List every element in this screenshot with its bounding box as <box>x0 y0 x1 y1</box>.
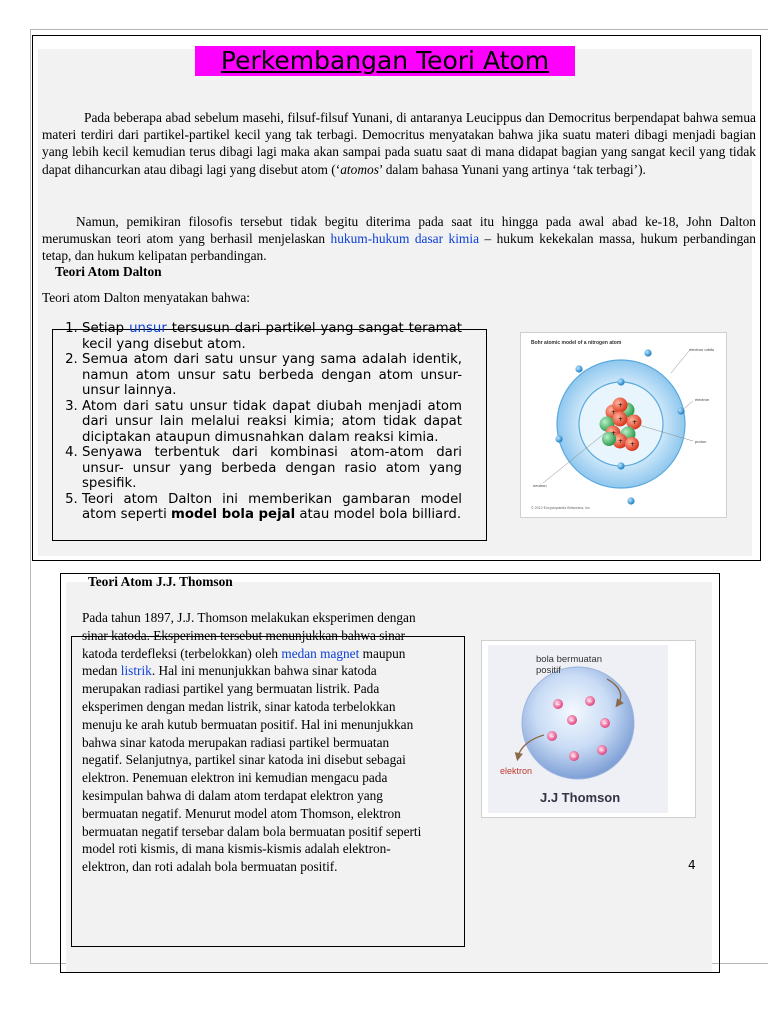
label-proton: proton <box>695 439 707 444</box>
bohr-atom-figure <box>520 332 727 518</box>
thomson-model-figure <box>481 640 696 818</box>
page-top-line <box>30 29 768 30</box>
dalton-postulates-list <box>42 321 462 523</box>
svg-text:+: + <box>630 441 636 448</box>
link-unsur[interactable]: unsur <box>129 321 167 336</box>
page-number: 4 <box>688 858 696 872</box>
svg-text:–: – <box>550 732 554 741</box>
dalton-lead: Teori atom Dalton menyatakan bahwa: <box>42 290 251 305</box>
thomson-figure-caption: J.J Thomson <box>540 790 621 805</box>
svg-text:–: – <box>570 716 574 725</box>
label-electron-orbits: electron orbits <box>689 347 715 352</box>
label-neutron: neutron <box>533 483 547 488</box>
label-sphere-line2: positif <box>536 665 561 676</box>
dalton-heading: Teori Atom Dalton <box>55 264 162 279</box>
thomson-paragraph: Pada tahun 1897, J.J. Thomson melakukan eksperimen dengan sinar katoda. Eksperimen tersebut menunjukkan bahwa sinar katoda terdefleksi (terbelokkan) oleh medan magnet maupun medan listrik. Hal ini menunjukkan bahwa sinar katoda merupakan radiasi partikel yang bermuatan listrik. Pada eksperimen dengan medan listrik, sinar katoda terbelokkan menuju ke arah kutub bermuatan positif. Hal ini menunjukkan bahwa sinar katoda merupakan radiasi partikel bermuatan negatif. Selanjutnya, partikel sinar katoda ini disebut sebagai elektron. Penemuan elektron ini kemudian mengacu pada kesimpulan bahwa di dalam atom terdapat elektron yang bermuatan negatif. Menurut model atom Thomson, elektron bermuatan negatif tersebar dalam bola bermuatan positif seperti model roti kismis, di mana kismis-kismis adalah elektron-elektron, dan roti adalah bola bermuatan positif. <box>82 610 422 875</box>
svg-text:+: + <box>618 402 624 409</box>
list-item: 5. Teori atom Dalton ini memberikan gambaran model atom seperti model bola pejal atau model bola billiard. <box>82 492 462 523</box>
link-listrik[interactable]: listrik <box>120 663 152 679</box>
list-item: 4. Senyawa terbentuk dari kombinasi atom-atom dari unsur- unsur yang berbeda dengan rasio atom yang spesifik. <box>82 445 462 492</box>
plum-pudding-diagram <box>482 641 695 817</box>
link-medan-magnet[interactable]: medan magnet <box>281 645 360 661</box>
link-hukum-dasar-kimia[interactable]: hukum-hukum dasar kimia <box>330 231 480 247</box>
figure-credit: © 2012 Encyclopædia Britannica, Inc. <box>531 506 591 510</box>
svg-text:+: + <box>618 438 624 445</box>
svg-text:–: – <box>588 697 592 706</box>
svg-text:–: – <box>572 752 576 761</box>
label-electron: electron <box>695 397 710 402</box>
bohr-atom-diagram <box>521 333 726 517</box>
page-left-line <box>30 29 31 964</box>
positive-sphere <box>522 667 634 779</box>
label-elektron: elektron <box>500 766 533 776</box>
svg-text:+: + <box>618 416 624 423</box>
svg-text:–: – <box>600 746 604 755</box>
intro-paragraph-1: Pada beberapa abad sebelum masehi, filsuf-filsuf Yunani, di antaranya Leucippus dan Democritus berpendapat bahwa semua materi terdiri dari partikel-partikel kecil yang tak terbagi. Democritus menyatakan bahwa jika suatu materi dibagi menjadi bagian yang lebih kecil kemudian terus dibagi lagi maka akan sampai pada suatu saat di mana didapat bagian yang sangat kecil yang tidak dapat dihancurkan atau dibagi lagi yang disebut atom (‘atomos’ dalam bahasa Yunani yang artinya ‘tak terbagi’). <box>42 110 756 177</box>
page-title: Perkembangan Teori Atom <box>195 46 575 76</box>
list-item: 2. Semua atom dari satu unsur yang sama adalah identik, namun atom unsur satu berbeda dengan atom unsur-unsur lainnya. <box>82 352 462 399</box>
svg-text:+: + <box>632 419 638 426</box>
list-item: 3. Atom dari satu unsur tidak dapat diubah menjadi atom dari unsur lain melalui reaksi kimia; atom tidak dapat diciptakan ataupun dimusnahkan dalam reaksi kimia. <box>82 399 462 446</box>
svg-text:–: – <box>556 700 560 709</box>
intro-paragraph-2: Namun, pemikiran filosofis tersebut tidak begitu diterima pada saat itu hingga pada awal abad ke-18, John Dalton merumuskan teori atom yang berhasil menjelaskan hukum-hukum dasar kimia – hukum kekekalan massa, hukum perbandingan tetap, dan hukum kelipatan perbandingan. <box>42 214 757 264</box>
svg-text:+: + <box>611 409 617 416</box>
bohr-figure-caption: Bohr atomic model of a nitrogen atom <box>531 340 622 346</box>
svg-text:–: – <box>603 719 607 728</box>
label-sphere-line1: bola bermuatan <box>536 654 603 665</box>
thomson-heading: Teori Atom J.J. Thomson <box>88 574 233 589</box>
list-item: 1. Setiap unsur tersusun dari partikel yang sangat teramat kecil yang disebut atom. <box>82 321 462 352</box>
svg-text:+: + <box>611 430 617 437</box>
